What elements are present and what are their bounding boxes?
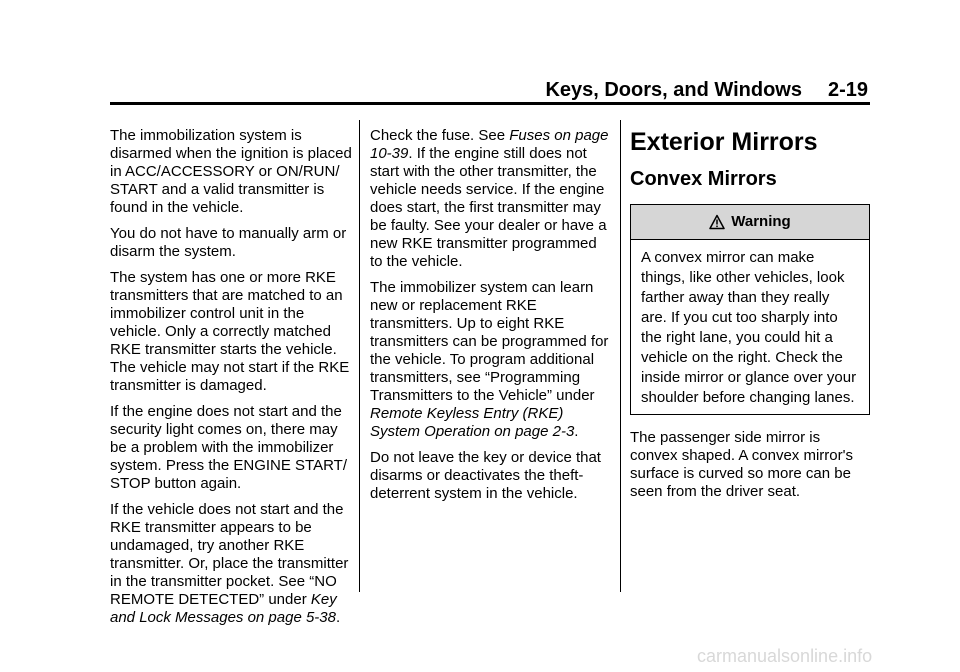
warning-triangle-icon bbox=[709, 214, 725, 230]
running-head: Keys, Doors, and Windows bbox=[545, 79, 802, 101]
paragraph: The passenger side mirror is convex shaped. A convex mirror's surface is curved so more can be seen from the driver seat. bbox=[630, 429, 853, 500]
page-header bbox=[110, 78, 868, 102]
paragraph-text: Check the fuse. See bbox=[370, 127, 510, 144]
paragraph-text: If the vehicle does not start and the RKE transmitter appears to be undamaged, try another RKE transmitter. Or, place the transmitter in the transmitter pocket. See “NO REMOTE DETECTED” under bbox=[110, 501, 349, 608]
cross-reference-link[interactable]: Key and Lock Messages on page 5-38 bbox=[110, 591, 337, 626]
warning-label: Warning bbox=[731, 213, 791, 230]
paragraph bbox=[370, 127, 610, 271]
paragraph-end: . bbox=[574, 423, 579, 440]
column-divider bbox=[359, 120, 360, 592]
cross-reference-link[interactable]: Fuses on page 10-39 bbox=[370, 127, 609, 162]
column-right bbox=[630, 127, 870, 509]
paragraph: The system has one or more RKE transmitters that are matched to an immobilizer control unit in the vehicle. Only a correctly matched RKE transmitter starts the vehicle. The vehicle may not start if the RKE transmitter is damaged. bbox=[110, 269, 350, 394]
paragraph-end: . bbox=[336, 609, 341, 626]
column-divider bbox=[620, 120, 621, 592]
warning-box bbox=[630, 204, 870, 415]
column-middle bbox=[370, 127, 610, 511]
paragraph: The immobilization system is disarmed when the ignition is placed in ACC/ACCESSORY or ON/RUN/ START and a valid transmitter is found in the vehicle. bbox=[110, 127, 352, 216]
column-left bbox=[110, 127, 352, 635]
header-rule bbox=[110, 102, 870, 105]
section-title: Exterior Mirrors bbox=[630, 128, 818, 156]
cross-reference-link[interactable]: Remote Keyless Entry (RKE) System Operation on page 2-3 bbox=[370, 405, 575, 440]
paragraph: Do not leave the key or device that disarms or deactivates the theft-deterrent system in the vehicle. bbox=[370, 449, 601, 502]
paragraph bbox=[370, 279, 610, 441]
paragraph bbox=[110, 501, 352, 627]
warning-text: A convex mirror can make things, like other vehicles, look farther away than they really are. If you cut too sharply into the right lane, you could hit a vehicle on the right. Check the inside mirror or glance over your shoulder before changing lanes. bbox=[641, 249, 857, 406]
watermark-url: carmanualsonline.info bbox=[697, 646, 873, 666]
warning-header bbox=[631, 205, 869, 240]
paragraph: If the engine does not start and the security light comes on, there may be a problem with the immobilizer system. Press the ENGINE START/ STOP button again. bbox=[110, 403, 347, 492]
paragraph-text: . If the engine still does not start with the other transmitter, the vehicle needs service. If the engine does start, the first transmitter may be faulty. See your dealer or have a new RKE transmitter programmed to the vehicle. bbox=[370, 145, 607, 270]
page-number: 2-19 bbox=[827, 79, 868, 101]
paragraph: You do not have to manually arm or disarm the system. bbox=[110, 225, 347, 260]
subsection-title: Convex Mirrors bbox=[630, 168, 777, 190]
warning-body bbox=[631, 240, 869, 414]
paragraph-text: The immobilizer system can learn new or replacement RKE transmitters. Up to eight RKE transmitters can be programmed for the vehicle. To program additional transmitters, see “Programming Transmitters to the Vehicle” under bbox=[370, 279, 609, 404]
